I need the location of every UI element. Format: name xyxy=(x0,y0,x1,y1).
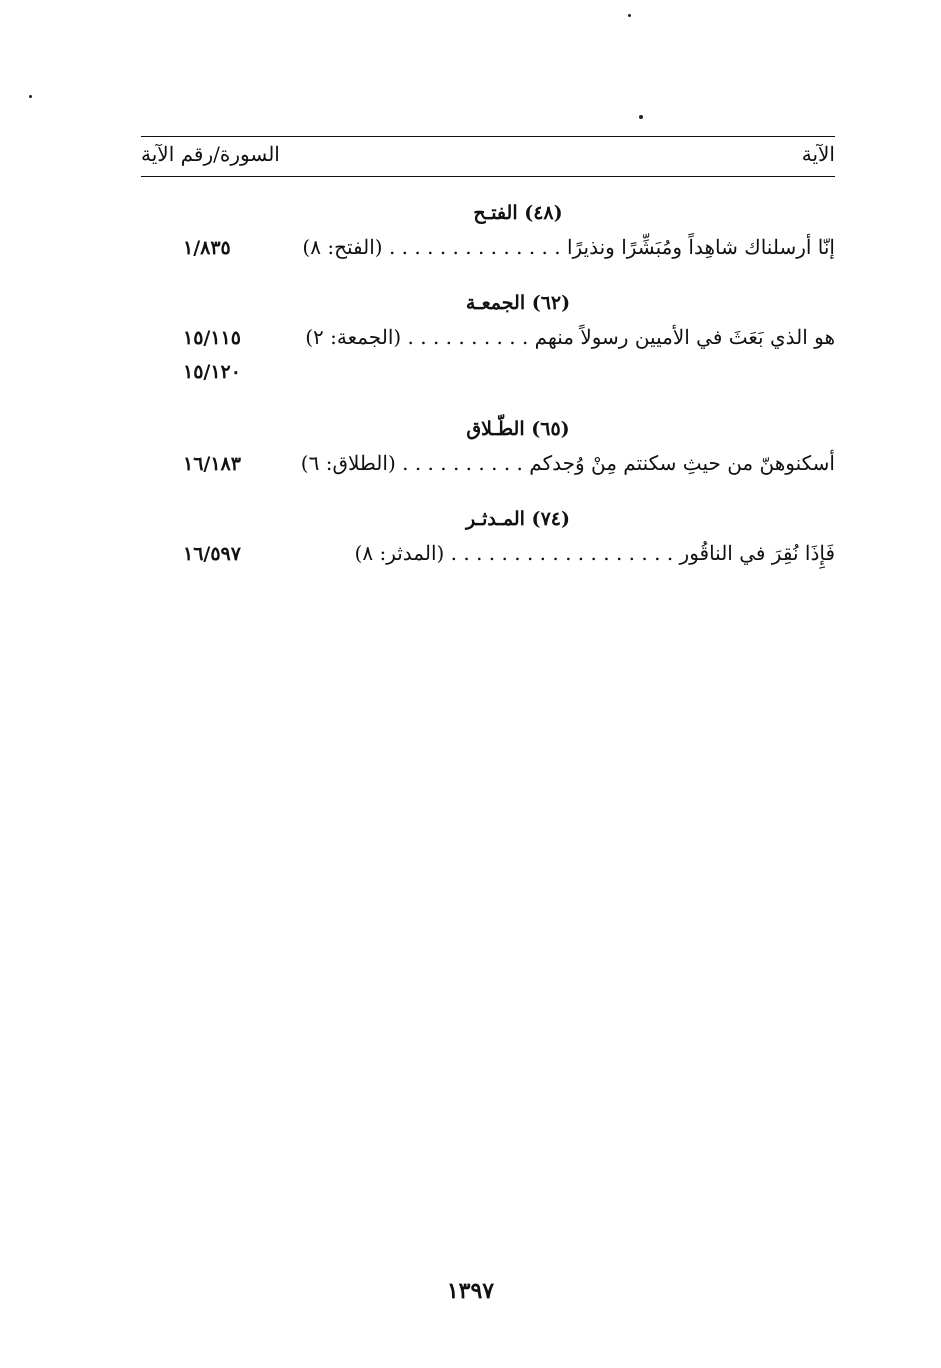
ayah-text: فَإِذَا نُقِرَ في الناقُور . . . . . . . . . . . . . . . . . . (المدثر: ٨) xyxy=(354,541,835,565)
surah-section xyxy=(141,195,835,271)
ayah-reference: ١٦/١٨٣ xyxy=(183,453,241,475)
ayah-reference: ١٥/١٢٠ xyxy=(183,361,241,383)
scan-speck xyxy=(29,95,32,98)
ayah-reference: ١/٨٣٥ xyxy=(183,237,231,259)
ayah-entry xyxy=(141,447,835,487)
surah-section xyxy=(141,501,835,577)
scan-speck xyxy=(639,115,643,119)
table-header xyxy=(141,128,835,178)
ayah-text: أسكنوهنّ من حيثِ سكنتم مِنْ وُجدكم . . . . . . . . . . (الطلاق: ٦) xyxy=(300,451,835,475)
header-bottom-rule xyxy=(141,176,835,177)
ayah-entry xyxy=(141,321,835,361)
page-number: ١٣٩٧ xyxy=(446,1278,495,1304)
index-body xyxy=(141,195,835,591)
header-top-rule xyxy=(141,136,835,137)
header-ref-label: السورة/رقم الآية xyxy=(141,142,280,166)
ayah-text: هو الذي بَعَثَ في الأميين رسولاً منهم . . . . . . . . . . (الجمعة: ٢) xyxy=(305,325,835,349)
scan-speck xyxy=(628,14,631,17)
ayah-extra-reference-row xyxy=(141,361,835,397)
surah-title: (٤٨) الفتـح xyxy=(473,202,563,224)
ayah-entry xyxy=(141,231,835,271)
surah-section xyxy=(141,411,835,487)
header-ayah-label: الآية xyxy=(801,142,835,166)
surah-section xyxy=(141,285,835,397)
surah-title: (٧٤) المـدثـر xyxy=(466,508,570,530)
ayah-reference: ١٦/٥٩٧ xyxy=(183,543,241,565)
surah-title: (٦٢) الجمعـة xyxy=(465,292,571,314)
ayah-entry xyxy=(141,537,835,577)
surah-title: (٦٥) الطّـلاق xyxy=(466,418,570,440)
ayah-text: إنّا أرسلناك شاهِداً ومُبَشِّرًا ونذيرًا . . . . . . . . . . . . . . (الفتح: ٨) xyxy=(302,235,835,259)
ayah-reference: ١٥/١١٥ xyxy=(183,327,241,349)
